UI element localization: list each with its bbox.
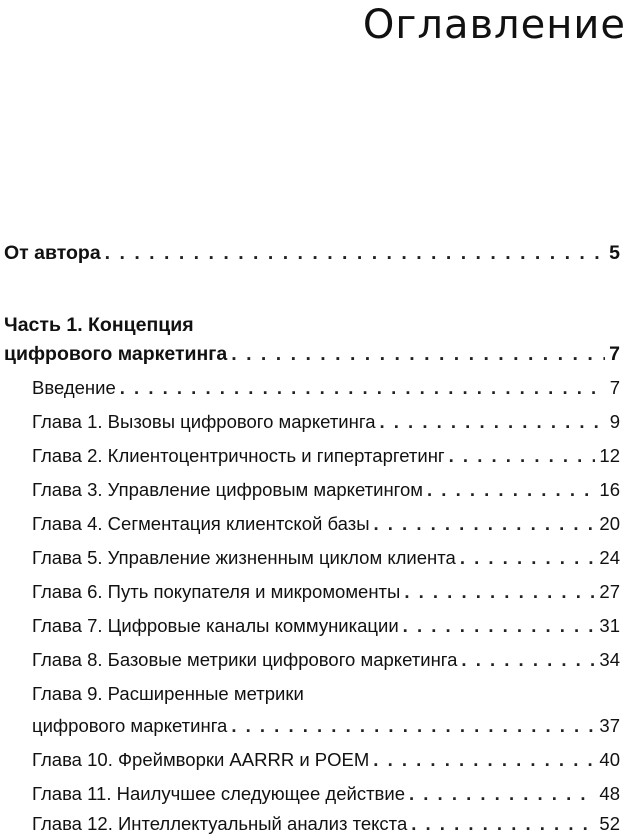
toc-entry-author[interactable] xyxy=(4,240,620,266)
toc-chapter-title-line[interactable]: Глава 9. Расширенные метрики xyxy=(32,683,304,704)
dot-leader xyxy=(374,511,596,537)
toc-entry-title: Глава 8. Базовые метрики цифрового маркетинга xyxy=(32,649,458,670)
dot-leader xyxy=(449,443,596,469)
toc-entry-ch3[interactable] xyxy=(32,477,620,503)
toc-entry-title: Глава 7. Цифровые каналы коммуникации xyxy=(32,615,399,636)
toc-entry-title: Глава 3. Управление цифровым маркетингом xyxy=(32,479,424,500)
toc-entry-ch9[interactable] xyxy=(32,713,620,739)
toc-entry-ch1[interactable] xyxy=(32,409,620,435)
toc-entry-page: 7 xyxy=(609,377,620,398)
toc-entry-ch11[interactable] xyxy=(32,781,620,807)
dot-leader xyxy=(461,647,595,673)
toc-entry-page: 5 xyxy=(609,242,620,264)
toc-entry-page: 20 xyxy=(599,513,620,534)
toc-entry-page: 9 xyxy=(609,411,620,432)
toc-entry-title: цифрового маркетинга xyxy=(4,343,228,365)
toc-entry-title: Глава 2. Клиентоцентричность и гипертаргетинг xyxy=(32,445,445,466)
dot-leader xyxy=(411,811,595,837)
toc-entry-page: 48 xyxy=(599,783,620,804)
dot-leader xyxy=(427,477,595,503)
toc-entry-page: 37 xyxy=(599,715,620,736)
toc-entry-ch7[interactable] xyxy=(32,613,620,639)
toc-entry-title: Глава 6. Путь покупателя и микромоменты xyxy=(32,581,401,602)
toc-entry-page: 40 xyxy=(599,749,620,770)
toc-entry-page: 16 xyxy=(599,479,620,500)
toc-entry-page: 31 xyxy=(599,615,620,636)
dot-leader xyxy=(404,579,595,605)
toc-entry-intro[interactable] xyxy=(32,375,620,401)
toc-entry-ch4[interactable] xyxy=(32,511,620,537)
toc-entry-ch8[interactable] xyxy=(32,647,620,673)
toc-entry-title: Введение xyxy=(32,377,116,398)
toc-entry-ch12[interactable] xyxy=(32,811,620,837)
toc-entry-title: Глава 4. Сегментация клиентской базы xyxy=(32,513,370,534)
toc-entry-page: 34 xyxy=(599,649,620,670)
dot-leader xyxy=(460,545,596,571)
toc-part-title-line[interactable]: Часть 1. Концепция xyxy=(4,314,194,336)
dot-leader xyxy=(120,375,606,401)
dot-leader xyxy=(231,713,595,739)
toc-entry-title: цифрового маркетинга xyxy=(32,715,228,736)
toc-entry-ch2[interactable] xyxy=(32,443,620,469)
toc-entry-title: Глава 10. Фреймворки AARRR и POEM xyxy=(32,749,370,770)
toc-entry-title: Глава 1. Вызовы цифрового маркетинга xyxy=(32,411,376,432)
toc-entry-part1[interactable] xyxy=(4,341,620,367)
dot-leader xyxy=(373,747,595,773)
toc-entry-title: Глава 11. Наилучшее следующее действие xyxy=(32,783,405,804)
toc-entry-title: От автора xyxy=(4,242,101,264)
dot-leader xyxy=(403,613,596,639)
toc-entry-page: 7 xyxy=(609,343,620,365)
toc-entry-page: 24 xyxy=(599,547,620,568)
dot-leader xyxy=(105,240,605,266)
toc-entry-title: Глава 5. Управление жизненным циклом клиента xyxy=(32,547,456,568)
toc-entry-page: 12 xyxy=(599,445,620,466)
toc-entry-page: 52 xyxy=(599,813,620,834)
toc-entry-title: Глава 12. Интеллектуальный анализ текста xyxy=(32,813,408,834)
dot-leader xyxy=(379,409,605,435)
toc-entry-ch10[interactable] xyxy=(32,747,620,773)
dot-leader xyxy=(231,341,605,367)
toc-entry-ch6[interactable] xyxy=(32,579,620,605)
toc-entry-page: 27 xyxy=(599,581,620,602)
dot-leader xyxy=(409,781,595,807)
toc-entry-ch5[interactable] xyxy=(32,545,620,571)
page-title: Оглавление xyxy=(362,2,626,48)
